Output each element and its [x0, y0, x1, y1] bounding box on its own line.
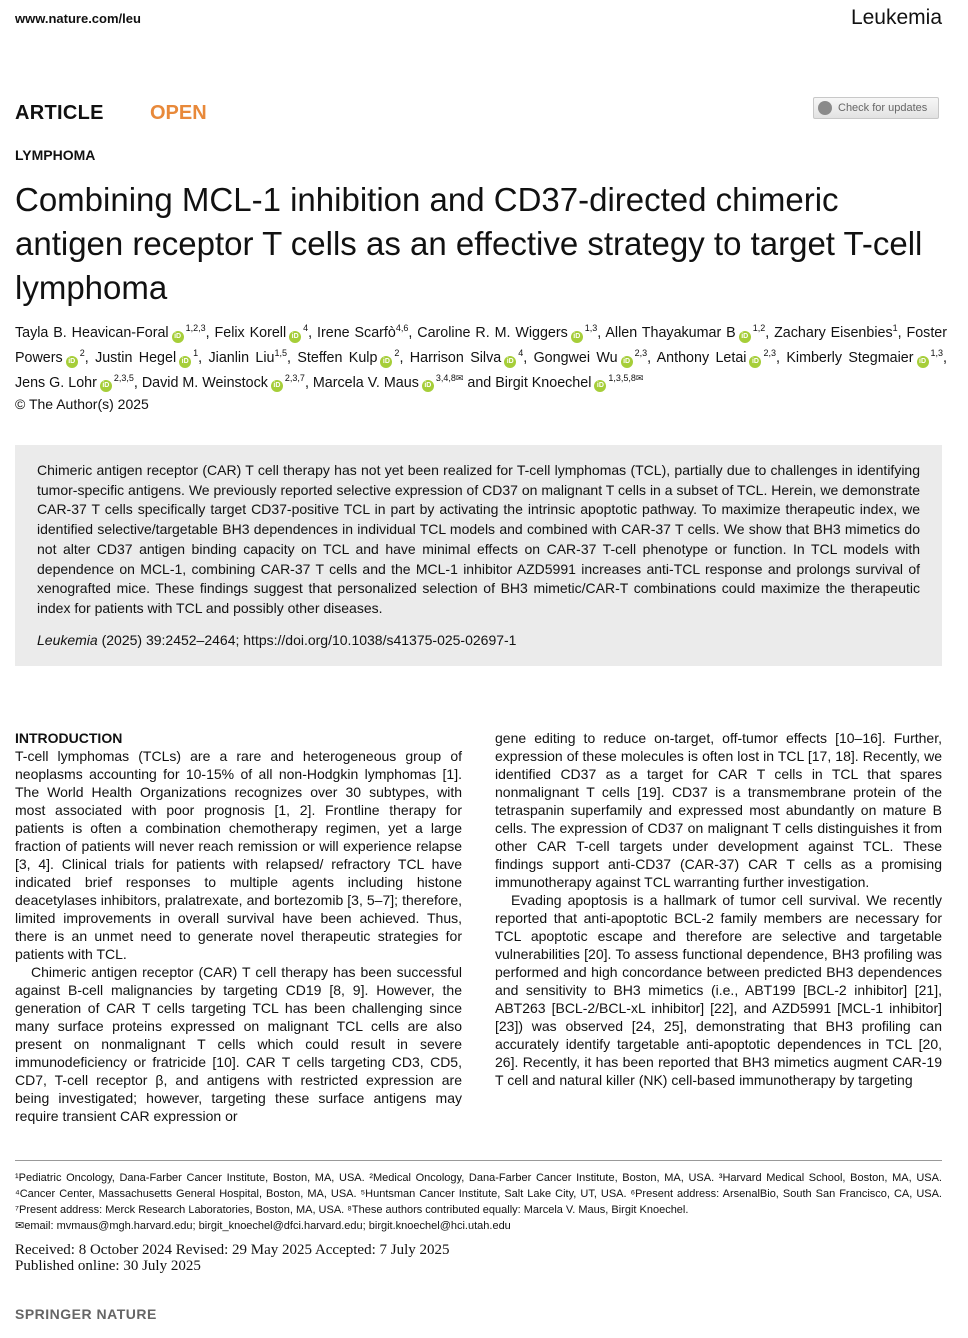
intro-paragraph: Evading apoptosis is a hallmark of tumor cell survival. We recently reported that anti-apoptotic BCL-2 family members are necessary for TCL apoptotic escape and therefore are selective and targetable vulnerabilities [20]. To assess functional dependence, BH3 profiling was performed and high concordance between predicted BH3 dependences and sensitivity to BH3 mimetics (i.e., ABT199 [BCL-2 inhibitor] [21], ABT263 [BCL-2/BCL-xL inhibitor] [22], and AZD5991 [MCL-1 inhibitor] [23]) was observed [24, 25], demonstrating that BH3 profiling can accurately identify targetable anti-apoptotic dependences in TCL [20, 26]. Recently, it has been reported that BH3 mimetics augment CAR-19 T cell and natural killer (NK) cell-based immunotherapy by targeting — [495, 892, 942, 1088]
author-name: Zachary Eisenbies — [774, 324, 893, 341]
author-affiliation: 3,4,8✉ — [435, 372, 464, 383]
footnote-divider — [15, 1160, 942, 1161]
author-name: Kimberly Stegmaier — [786, 349, 914, 366]
author-name: Harrison Silva — [409, 349, 502, 366]
column-right — [495, 729, 942, 1089]
author-affiliation: 1,2,3 — [185, 323, 206, 333]
orcid-icon[interactable]: iD — [100, 380, 112, 392]
author-affiliation: 1,5 — [274, 347, 288, 358]
check-updates-button[interactable] — [813, 97, 939, 119]
orcid-icon[interactable]: iD — [749, 356, 761, 368]
author-affiliation: 1 — [892, 323, 898, 333]
crossmark-icon — [818, 101, 832, 115]
copyright: © The Author(s) 2025 — [15, 396, 149, 412]
author-name: Allen Thayakumar B — [605, 324, 736, 341]
author-affiliation: 2 — [394, 347, 400, 358]
author-affiliation: 2 — [79, 347, 85, 358]
section-label: LYMPHOMA — [15, 147, 96, 163]
abstract-text: Chimeric antigen receptor (CAR) T cell therapy has not yet been realized for T-cell lymphomas (TCL), partially due to challenges in identifying tumor-specific antigens. We previously reported selective expression of CD37 on malignant T cells in a subset of TCL. Herein, we demonstrate CAR-37 T cells specifically target CD37-positive TCL in part by activating the intrinsic apoptotic pathway. To maximize therapeutic index, we identified selective/targetable BH3 dependences in individual TCL models and combined with CAR-37 T cells. We show that BH3 mimetics do not alter CD37 antigen binding capacity on TCL and have minimal effects on CAR-37 T-cell phenotype or function. In TCL models with dependence on MCL-1, combining CAR-37 T cells and the MCL-1 inhibitor AZD5991 increases anti-TCL response and prolongs survival of xenografted mice. These findings suggest that personalized selection of BH3 mimetic/CAR-T combinations could maximize the therapeutic index for patients with TCL and possibly other diseases. — [37, 462, 920, 616]
affiliation-text: ¹Pediatric Oncology, Dana-Farber Cancer Institute, Boston, MA, USA. ²Medical Oncology, Dana-Farber Cancer Institute, Boston, MA, USA. ³Harvard Medical School, Boston, MA, USA. ⁴Cancer Center, Massachusetts General Hospital, Boston, MA, USA. ⁵Huntsman Cancer Institute, Salt Lake City, UT, USA. ⁶Present address: ArsenalBio, South San Francisco, CA, USA. ⁷Present address: Merck Research Laboratories, Boston, MA, USA. ⁸These authors contributed equally: Marcela V. Maus, Birgit Knoechel. — [15, 1172, 942, 1216]
citation-details[interactable]: (2025) 39:2452–2464; https://doi.org/10.1038/s41375-025-02697-1 — [97, 631, 517, 648]
affiliations — [15, 1170, 942, 1234]
orcid-icon[interactable]: iD — [179, 356, 191, 368]
journal-url[interactable]: www.nature.com/leu — [15, 11, 141, 26]
published-date: Published online: 30 July 2025 — [15, 1258, 201, 1274]
author-affiliation: 4 — [303, 323, 309, 333]
author-name: Tayla B. Heavican-Foral — [15, 324, 169, 341]
author-name: Gongwei Wu — [533, 349, 618, 366]
abstract-box — [15, 445, 942, 666]
author-name: Marcela V. Maus — [312, 374, 419, 391]
orcid-icon[interactable]: iD — [621, 356, 633, 368]
orcid-icon[interactable]: iD — [917, 356, 929, 368]
author-affiliation: 4,6 — [395, 323, 409, 333]
author-affiliation: 1,3 — [930, 347, 944, 358]
author-affiliation: 2,3 — [763, 347, 776, 358]
orcid-icon[interactable]: iD — [66, 356, 78, 368]
author-affiliation: 1,3,5,8✉ — [608, 372, 644, 383]
citation — [37, 632, 920, 648]
intro-paragraph: gene editing to reduce on-target, off-tumor effects [10–16]. Further, expression of these molecules is often lost in TCL [17, 18]. Recently, we identified CD37 as a target for CAR T cells in TCL that spares nonmalignant T cells [19]. CD37 is a transmembrane protein of the tetraspanin superfamily and expressed most abundantly on mature B cells. The expression of CD37 on malignant T cells distinguishes it from other CAR T-cell targets under development against TCL. These findings support anti-CD37 (CAR-37) CAR T cells as a promising immunotherapy against TCL warranting further investigation. — [495, 730, 942, 890]
author-affiliation: 2,3,5 — [113, 372, 134, 383]
article-type: ARTICLE — [15, 102, 104, 124]
check-updates-label: Check for updates — [838, 102, 928, 114]
author-name: Jianlin Liu — [208, 349, 275, 366]
author-name: Caroline R. M. Wiggers — [417, 324, 568, 341]
orcid-icon[interactable]: iD — [594, 380, 606, 392]
orcid-icon[interactable]: iD — [739, 331, 751, 343]
article-title: Combining MCL-1 inhibition and CD37-directed chimeric antigen receptor T cells as an effective strategy to target T-cell lymphoma — [15, 181, 923, 306]
intro-paragraph: Chimeric antigen receptor (CAR) T cell therapy has been successful against B-cell malignancies by targeting CD19 [8, 9]. However, the generation of CAR T cells targeting TCL has been challenging since many surface proteins expressed on malignant TCL cells are also present on nonmalignant T cells which could result in severe immunodeficiency or fratricide [10]. CAR T cells targeting CD3, CD5, CD7, T-cell receptor β, and antigens with restricted expression are being investigated; however, targeting these surface antigens may require transient CAR expression or — [15, 964, 462, 1124]
email-line[interactable]: ✉email: mvmaus@mgh.harvard.edu; birgit_knoechel@dfci.harvard.edu; birgit.knoechel@hci.utah.edu — [15, 1220, 511, 1232]
author-name: Jens G. Lohr — [15, 374, 97, 391]
author-name: Anthony Letai — [656, 349, 747, 366]
author-name: Irene Scarfò — [317, 324, 396, 341]
orcid-icon[interactable]: iD — [380, 356, 392, 368]
orcid-icon[interactable]: iD — [271, 380, 283, 392]
author-name: Foster Powers — [15, 324, 948, 366]
received-dates: Received: 8 October 2024 Revised: 29 May 2025 Accepted: 7 July 2025 — [15, 1242, 450, 1258]
author-name: Felix Korell — [214, 324, 287, 341]
author-list: Tayla B. Heavican-Foral iD$^{1,2,3}$, Felix Korell $iD^4$, Irene Scarfò$^{4,6}$, Caroline R. M. Wiggers iD$^{1,3}$, Allen Thayakumar B iD$^{1,2}$, Zachary Eisenbies$^1$, Foster Powers $iD^2$, Justin Hegel $iD^1$, Jianlin Liu$^{1,5}$, Steffen Kulp $iD^2$, Harrison Silva $iD^4$, Gongwei Wu iD$^{2,3}$, Anthony Letai iD$^{2,3}$, Kimberly Stegmaier iD$^{1,3}$, Jens G. Lohr iD$^{2,3,5}$, David M. Weinstock iD$^{2,3,7}$, Marcela V. Maus $iD^{3,4,8✉}$ and Birgit Knoechel $iD^{1,3,5,8✉}$ — [15, 323, 948, 391]
author-name: Justin Hegel — [95, 349, 177, 366]
author-affiliation: 1 — [193, 347, 199, 358]
orcid-icon[interactable]: iD — [172, 331, 184, 343]
citation-journal: Leukemia — [37, 631, 98, 648]
author-affiliation: 2,3,7 — [284, 372, 305, 383]
orcid-icon[interactable]: iD — [571, 331, 583, 343]
publisher-logo: SPRINGER NATURE — [15, 1306, 157, 1322]
author-name: David M. Weinstock — [141, 374, 268, 391]
author-affiliation: 2,3 — [634, 347, 648, 358]
orcid-icon[interactable]: iD — [289, 331, 301, 343]
author-name: Steffen Kulp — [297, 349, 378, 366]
publication-dates — [15, 1242, 450, 1274]
journal-name: Leukemia — [850, 6, 942, 29]
author-affiliation: 1,3 — [584, 323, 598, 333]
intro-heading: INTRODUCTION — [15, 730, 123, 746]
orcid-icon[interactable]: iD — [422, 380, 434, 392]
orcid-icon[interactable]: iD — [504, 356, 516, 368]
intro-paragraph: T-cell lymphomas (TCLs) are a rare and heterogeneous group of neoplasms accounting for 10-15% of all non-Hodgkin lymphomas [1]. The World Health Organizations recognizes over 30 subtypes, with most associated with poor prognosis [1, 2]. Frontline therapy for patients is often a combination chemotherapy regimen, yet a large fraction of patients will never reach remission or will experience relapse [3, 4]. Clinical trials for patients with relapsed/ refractory TCL have indicated brief responses to multiple agents including histone deacetylases inhibitors, pralatrexate, and bortezomib [3, 5–7]; therefore, limited improvements in overall survival have been achieved. Thus, there is an unmet need to generate novel therapeutic strategies for patients with TCL. — [15, 748, 462, 962]
author-affiliation: 1,2 — [752, 323, 766, 333]
author-name: Birgit Knoechel — [495, 374, 592, 391]
column-left — [15, 729, 462, 1125]
open-access-label: OPEN — [150, 102, 207, 124]
author-affiliation: 4 — [518, 347, 524, 358]
